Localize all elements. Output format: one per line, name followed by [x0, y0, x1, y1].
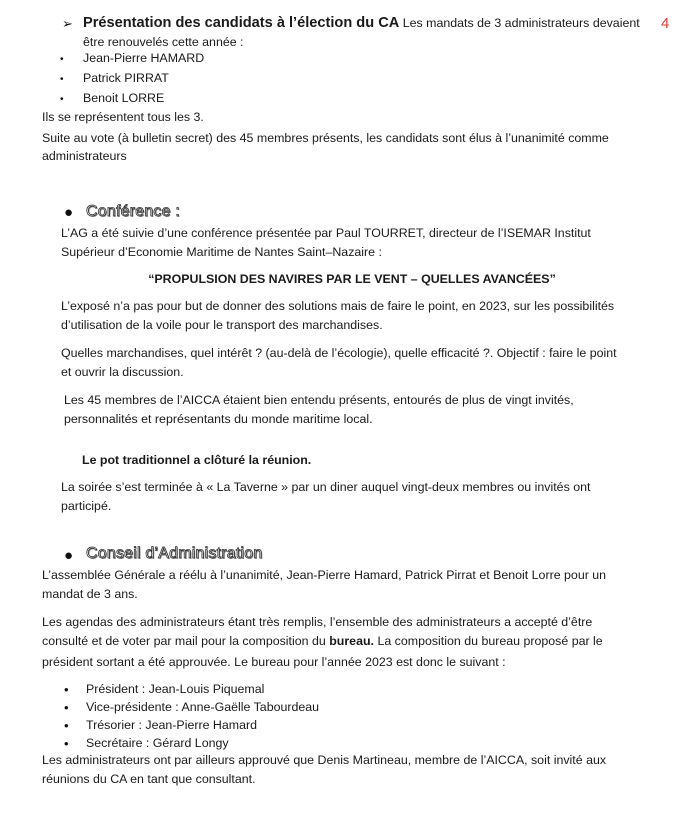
represent-line: Ils se représentent tous les 3. — [42, 110, 204, 124]
conseil-p2-2a: consulté et de voter par mail pour la composition du — [42, 634, 326, 648]
conference-p2-2: d’utilisation de la voile pour le transport des marchandises. — [61, 318, 383, 332]
conference-p4-2: personnalités et représentants du monde maritime local. — [64, 412, 373, 426]
bullet-icon: • — [64, 736, 69, 751]
candidate-name: Jean-Pierre HAMARD — [83, 51, 205, 65]
conference-p5-1: La soirée s’est terminée à « La Taverne » par un diner auquel vingt-deux membres ou invités ont — [61, 480, 591, 494]
conference-subtitle: “PROPULSION DES NAVIRES PAR LE VENT – QUELLES AVANCÉES” — [148, 272, 556, 286]
candidates-heading: Présentation des candidats à l’élection du CA — [83, 15, 400, 31]
conseil-p2-3: président sortant a été approuvée. Le bureau pour l’année 2023 est donc le suivant : — [42, 655, 506, 669]
bullet-icon: • — [64, 682, 69, 697]
vote-line-2: administrateurs — [42, 149, 127, 163]
arrow-bullet-icon: ➢ — [62, 16, 73, 31]
conseil-p2-2c: La composition du bureau proposé par le — [377, 634, 603, 648]
bullet-icon: • — [60, 94, 64, 105]
conference-p5-2: participé. — [61, 499, 112, 513]
bullet-icon: • — [64, 718, 69, 733]
conference-p1-2: Supérieur d’Economie Maritime de Nantes Saint–Nazaire : — [61, 245, 382, 259]
conseil-p3-1: Les administrateurs ont par ailleurs approuvé que Denis Martineau, membre de l’AICCA, soit invité aux — [42, 753, 607, 767]
bullet-icon: • — [60, 54, 64, 65]
bureau-member: Président : Jean-Louis Piquemal — [86, 682, 265, 696]
conseil-title: Conseil d’Administration — [86, 545, 263, 562]
vote-line-1: Suite au vote (à bulletin secret) des 45 membres présents, les candidats sont élus à l’unanimité comme — [42, 131, 609, 145]
pot-line: Le pot traditionnel a clôturé la réunion. — [82, 453, 312, 467]
bullet-icon: ● — [64, 547, 74, 564]
conference-p3-1: Quelles marchandises, quel intérêt ? (au-delà de l’écologie), quelle efficacité ?. Objectif : faire le point — [61, 346, 617, 360]
conference-p3-2: et ouvrir la discussion. — [61, 365, 184, 379]
conseil-p3-2: réunions du CA en tant que consultant. — [42, 772, 256, 786]
conseil-p1-1: L’assemblée Générale a réélu à l’unanimité, Jean-Pierre Hamard, Patrick Pirrat et Benoit Lorre pour un — [42, 568, 607, 582]
bullet-icon: • — [64, 700, 69, 715]
candidates-heading-line — [83, 15, 640, 32]
bullet-icon: • — [60, 74, 64, 85]
candidate-name: Benoit LORRE — [83, 91, 165, 105]
conseil-p1-2: mandat de 3 ans. — [42, 587, 138, 601]
conseil-p2-1: Les agendas des administrateurs étant très remplis, l’ensemble des administrateurs a accepté d’être — [42, 615, 593, 629]
conference-title: Conférence : — [86, 203, 181, 220]
candidates-intro-1: Les mandats de 3 administrateurs devaient — [402, 16, 640, 30]
conseil-p2-2 — [42, 633, 603, 650]
conference-p4-1: Les 45 membres de l’AICCA étaient bien entendu présents, entourés de plus de vingt invités, — [64, 393, 574, 407]
candidate-name: Patrick PIRRAT — [83, 71, 169, 85]
conference-p2-1: L’exposé n’a pas pour but de donner des solutions mais de faire le point, en 2023, sur les possibilités — [61, 299, 615, 313]
bureau-member: Vice-présidente : Anne-Gaëlle Tabourdeau — [86, 700, 320, 714]
candidates-intro-2: être renouvelés cette année : — [83, 35, 244, 49]
page-number: 4 — [661, 15, 670, 32]
bullet-icon: ● — [64, 204, 74, 221]
bureau-word: bureau. — [329, 634, 374, 648]
bureau-member: Secrétaire : Gérard Longy — [86, 736, 229, 750]
bureau-member: Trésorier : Jean-Pierre Hamard — [86, 718, 257, 732]
conference-p1-1: L’AG a été suivie d’une conférence présentée par Paul TOURRET, directeur de l’ISEMAR Institut — [61, 226, 591, 240]
